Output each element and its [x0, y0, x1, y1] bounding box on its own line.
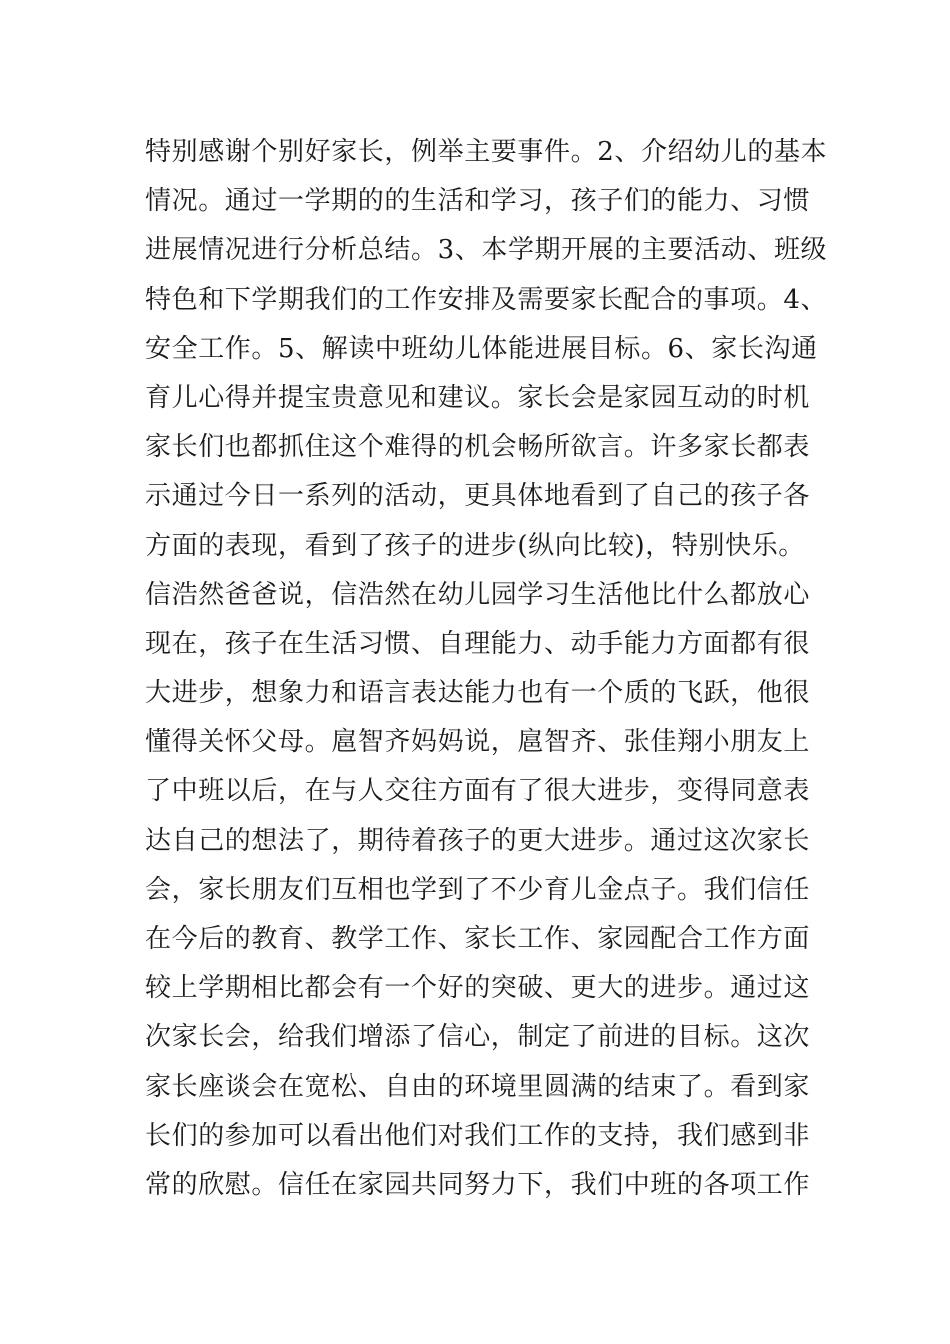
text-line: 特别感谢个别好家长，例举主要事件。2、介绍幼儿的基本 — [145, 137, 828, 167]
text-line: 特色和下学期我们的工作安排及需要家长配合的事项。4、 — [145, 284, 828, 315]
text-line: 情况。通过一学期的的生活和学习，孩子们的能力、习惯 — [145, 186, 811, 217]
text-line: 了中班以后，在与人交往方面有了很大进步，变得同意表 — [145, 776, 811, 807]
text-line: 安全工作。5、解读中班幼儿体能进展目标。6、家长沟通 — [145, 333, 818, 364]
text-line: 育儿心得并提宝贵意见和建议。家长会是家园互动的时机 — [145, 382, 811, 413]
text-line: 懂得关怀父母。扈智齐妈妈说，扈智齐、张佳翔小朋友上 — [145, 727, 811, 758]
text-line: 进展情况进行分析总结。3、本学期开展的主要活动、班级 — [145, 235, 828, 266]
body-text — [145, 128, 828, 1210]
text-line: 家长座谈会在宽松、自由的环境里圆满的结束了。看到家 — [145, 1071, 811, 1102]
text-line: 长们的参加可以看出他们对我们工作的支持，我们感到非 — [145, 1120, 811, 1151]
text-line: 现在，孩子在生活习惯、自理能力、动手能力方面都有很 — [145, 628, 811, 659]
text-line: 信浩然爸爸说，信浩然在幼儿园学习生活他比什么都放心 — [145, 579, 811, 610]
text-line: 常的欣慰。信任在家园共同努力下，我们中班的各项工作 — [145, 1169, 811, 1200]
text-line: 达自己的想法了，期待着孩子的更大进步。通过这次家长 — [145, 825, 811, 856]
text-line: 大进步，想象力和语言表达能力也有一个质的飞跃，他很 — [145, 678, 811, 709]
text-line: 较上学期相比都会有一个好的突破、更大的进步。通过这 — [145, 973, 811, 1004]
text-line: 方面的表现，看到了孩子的进步(纵向比较)，特别快乐。 — [145, 530, 805, 561]
text-line: 在今后的教育、教学工作、家长工作、家园配合工作方面 — [145, 924, 811, 954]
text-line: 示通过今日一系列的活动，更具体地看到了自己的孩子各 — [145, 481, 811, 512]
text-line: 次家长会，给我们增添了信心，制定了前进的目标。这次 — [145, 1022, 811, 1053]
text-line: 会，家长朋友们互相也学到了不少育儿金点子。我们信任 — [145, 874, 811, 905]
text-line: 家长们也都抓住这个难得的机会畅所欲言。许多家长都表 — [145, 432, 811, 463]
